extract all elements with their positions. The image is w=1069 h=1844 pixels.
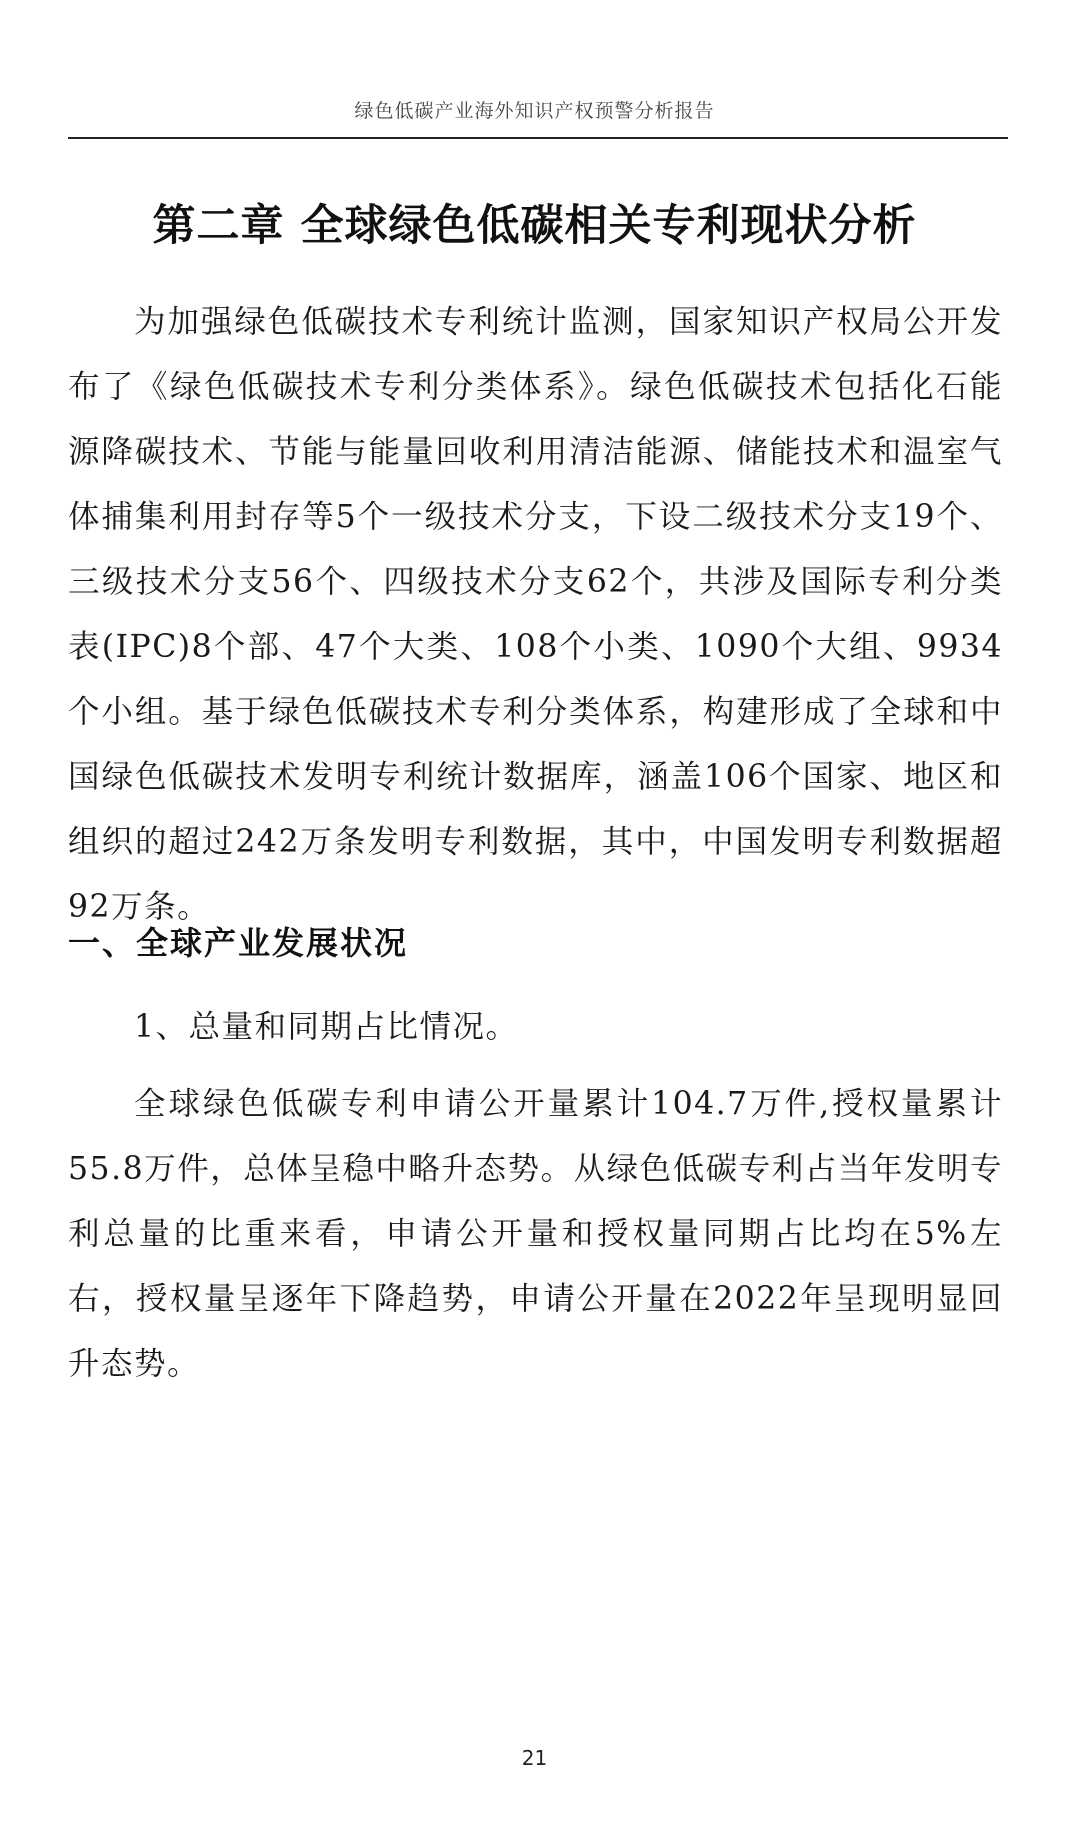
- subsection-heading: 1、总量和同期占比情况。: [134, 1009, 519, 1045]
- page-number: 21: [521, 1746, 548, 1770]
- header-divider: [68, 137, 1008, 139]
- section-paragraph: 全球绿色低碳专利申请公开量累计104.7万件,授权量累计55.8万件，总体呈稳中略升态势。从绿色低碳专利占当年发明专利总量的比重来看，申请公开量和授权量同期占比均在5%左右，授权量呈逐年下降趋势，申请公开量在2022年呈现明显回升态势。: [68, 1086, 1003, 1382]
- running-header: 绿色低碳产业海外知识产权预警分析报告: [354, 100, 715, 122]
- section-heading: 一、全球产业发展状况: [68, 924, 409, 962]
- intro-paragraph: 为加强绿色低碳技术专利统计监测，国家知识产权局公开发布了《绿色低碳技术专利分类体系》。绿色低碳技术包括化石能源降碳技术、节能与能量回收利用清洁能源、储能技术和温室气体捕集利用封存等5个一级技术分支，下设二级技术分支19个、三级技术分支56个、四级技术分支62个，共涉及国际专利分类表(IPC)8个部、47个大类、108个小类、1090个大组、9934个小组。基于绿色低碳技术专利分类体系，构建形成了全球和中国绿色低碳技术发明专利统计数据库，涵盖106个国家、地区和组织的超过242万条发明专利数据，其中，中国发明专利数据超92万条。: [68, 304, 1003, 925]
- chapter-title: 第二章 全球绿色低碳相关专利现状分析: [152, 201, 917, 251]
